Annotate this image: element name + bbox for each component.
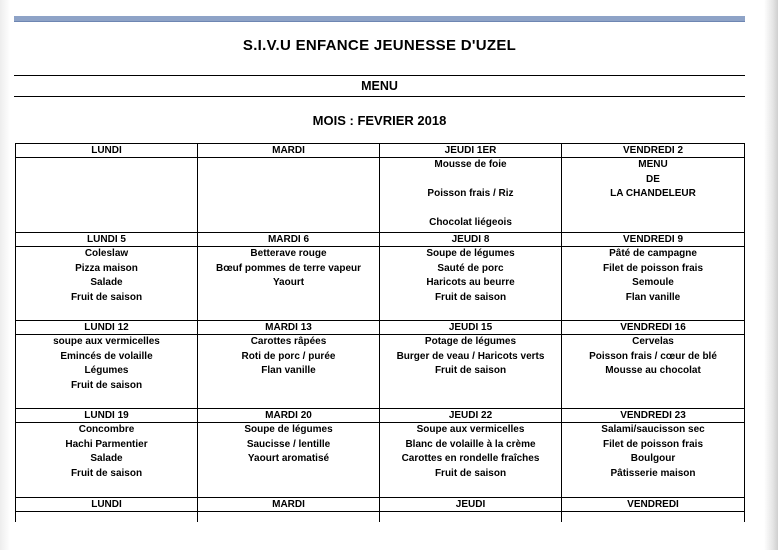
meal-cell xyxy=(16,512,198,523)
week-meals-row xyxy=(16,512,745,523)
week-meals-row xyxy=(16,247,745,321)
meal-item: Bœuf pommes de terre vapeur xyxy=(215,262,362,274)
day-header-cell: LUNDI xyxy=(16,144,198,158)
month-title: MOIS : FEVRIER 2018 xyxy=(312,113,447,128)
day-header-cell: JEUDI 22 xyxy=(380,409,562,423)
meal-item: Soupe de légumes xyxy=(244,424,333,435)
week-meals-row xyxy=(16,158,745,233)
meal-item: Fruit de saison xyxy=(434,291,507,303)
week-day-header-row xyxy=(16,409,745,423)
week-day-header-row xyxy=(16,321,745,335)
meal-item: Pâté de campagne xyxy=(609,248,697,259)
meal-cell xyxy=(562,247,745,321)
day-header-cell: VENDREDI 9 xyxy=(562,233,745,247)
meal-item: Haricots au beurre xyxy=(426,277,515,288)
header-accent-bar xyxy=(14,16,745,22)
menu-title: MENU xyxy=(361,79,398,93)
meal-item: Burger de veau / Haricots verts xyxy=(396,350,545,362)
meal-cell xyxy=(380,158,562,233)
meal-item: Soupe de légumes xyxy=(426,248,515,259)
day-header-cell: JEUDI 8 xyxy=(380,233,562,247)
meal-item: Chocolat liégeois xyxy=(429,217,512,228)
day-header-cell: LUNDI 5 xyxy=(16,233,198,247)
meal-item: Poisson frais / cœur de blé xyxy=(589,350,717,362)
day-header-cell: VENDREDI xyxy=(562,498,745,512)
meal-item: Pâtisserie maison xyxy=(610,467,696,479)
meal-item: Coleslaw xyxy=(84,248,129,259)
meal-cell xyxy=(562,335,745,409)
day-header-cell: VENDREDI 23 xyxy=(562,409,745,423)
day-header-cell: LUNDI xyxy=(16,498,198,512)
meal-spacer xyxy=(380,202,561,217)
day-header-cell: VENDREDI 2 xyxy=(562,144,745,158)
week-meals-row xyxy=(16,335,745,409)
meal-cell xyxy=(562,512,745,523)
meal-cell xyxy=(198,423,380,498)
meal-item: Fruit de saison xyxy=(70,379,143,391)
meal-cell xyxy=(562,423,745,498)
meal-item: Saucisse / lentille xyxy=(246,438,331,450)
meal-item: Poisson frais / Riz xyxy=(427,188,514,199)
meal-item: Fruit de saison xyxy=(70,467,143,479)
meal-cell xyxy=(380,247,562,321)
week-meals-row xyxy=(16,423,745,498)
meal-item: Salade xyxy=(90,453,123,464)
meal-cell xyxy=(198,158,380,233)
meal-cell xyxy=(16,335,198,409)
meal-item: Pizza maison xyxy=(75,262,138,274)
organization-title: S.I.V.U ENFANCE JEUNESSE D'UZEL xyxy=(242,37,517,54)
meal-item: Cervelas xyxy=(632,336,674,347)
day-header-cell: MARDI 6 xyxy=(198,233,380,247)
meal-item: Mousse de foie xyxy=(434,159,507,170)
meal-item: Blanc de volaille à la crème xyxy=(405,438,536,450)
meal-cell xyxy=(16,158,198,233)
day-header-cell: JEUDI xyxy=(380,498,562,512)
day-header-cell: VENDREDI 16 xyxy=(562,321,745,335)
meal-cell xyxy=(198,247,380,321)
meal-cell xyxy=(380,512,562,523)
meal-item: Fruit de saison xyxy=(434,365,507,376)
meal-item: MENU xyxy=(638,159,668,170)
day-header-cell: MARDI 13 xyxy=(198,321,380,335)
meal-item: Filet de poisson frais xyxy=(602,438,704,450)
meal-cell xyxy=(380,423,562,498)
meal-item: Salami/saucisson sec xyxy=(601,424,705,435)
day-header-cell: LUNDI 19 xyxy=(16,409,198,423)
meal-item: Filet de poisson frais xyxy=(602,262,704,274)
meal-cell xyxy=(16,423,198,498)
meal-item: LA CHANDELEUR xyxy=(610,188,696,199)
meal-item: Mousse au chocolat xyxy=(605,365,701,376)
meal-cell xyxy=(380,335,562,409)
meal-item: Flan vanille xyxy=(261,365,316,376)
meal-item: Semoule xyxy=(632,277,674,288)
meal-item: Carottes râpées xyxy=(250,336,327,347)
meal-item: Concombre xyxy=(78,424,135,435)
week-day-header-row xyxy=(16,498,745,512)
meal-cell xyxy=(562,158,745,233)
meal-cell xyxy=(16,247,198,321)
divider-line xyxy=(14,75,745,76)
meal-item: Betterave rouge xyxy=(250,248,327,259)
meal-item: Flan vanille xyxy=(625,291,681,303)
meal-item: Boulgour xyxy=(630,453,676,464)
meal-item: Fruit de saison xyxy=(434,467,507,479)
day-header-cell: JEUDI 1ER xyxy=(380,144,562,158)
meal-item: Salade xyxy=(90,277,123,288)
day-header-cell: LUNDI 12 xyxy=(16,321,198,335)
meal-item: Emincés de volaille xyxy=(60,350,153,362)
day-header-cell: JEUDI 15 xyxy=(380,321,562,335)
meal-spacer xyxy=(380,173,561,188)
meal-item: Yaourt aromatisé xyxy=(247,453,330,464)
meal-item: Fruit de saison xyxy=(70,291,143,303)
day-header-cell: MARDI xyxy=(198,144,380,158)
meal-item: Hachi Parmentier xyxy=(65,438,148,450)
meal-item: Yaourt xyxy=(272,277,305,288)
week-day-header-row xyxy=(16,144,745,158)
meal-item: Potage de légumes xyxy=(424,336,517,347)
meal-item: Légumes xyxy=(84,365,129,376)
meal-item: Carottes en rondelle fraîches xyxy=(401,453,540,464)
page-shadow-left xyxy=(0,0,10,550)
meal-item: Soupe aux vermicelles xyxy=(416,424,525,435)
meal-item: Sauté de porc xyxy=(437,262,504,274)
divider-line xyxy=(14,96,745,97)
week-day-header-row xyxy=(16,233,745,247)
meal-item: DE xyxy=(646,173,660,185)
menu-table xyxy=(15,143,745,522)
meal-cell xyxy=(198,335,380,409)
day-header-cell: MARDI 20 xyxy=(198,409,380,423)
meal-item: Roti de porc / purée xyxy=(241,350,336,362)
day-header-cell: MARDI xyxy=(198,498,380,512)
meal-item: soupe aux vermicelles xyxy=(53,336,160,347)
page-shadow-right xyxy=(764,0,778,550)
meal-cell xyxy=(198,512,380,523)
